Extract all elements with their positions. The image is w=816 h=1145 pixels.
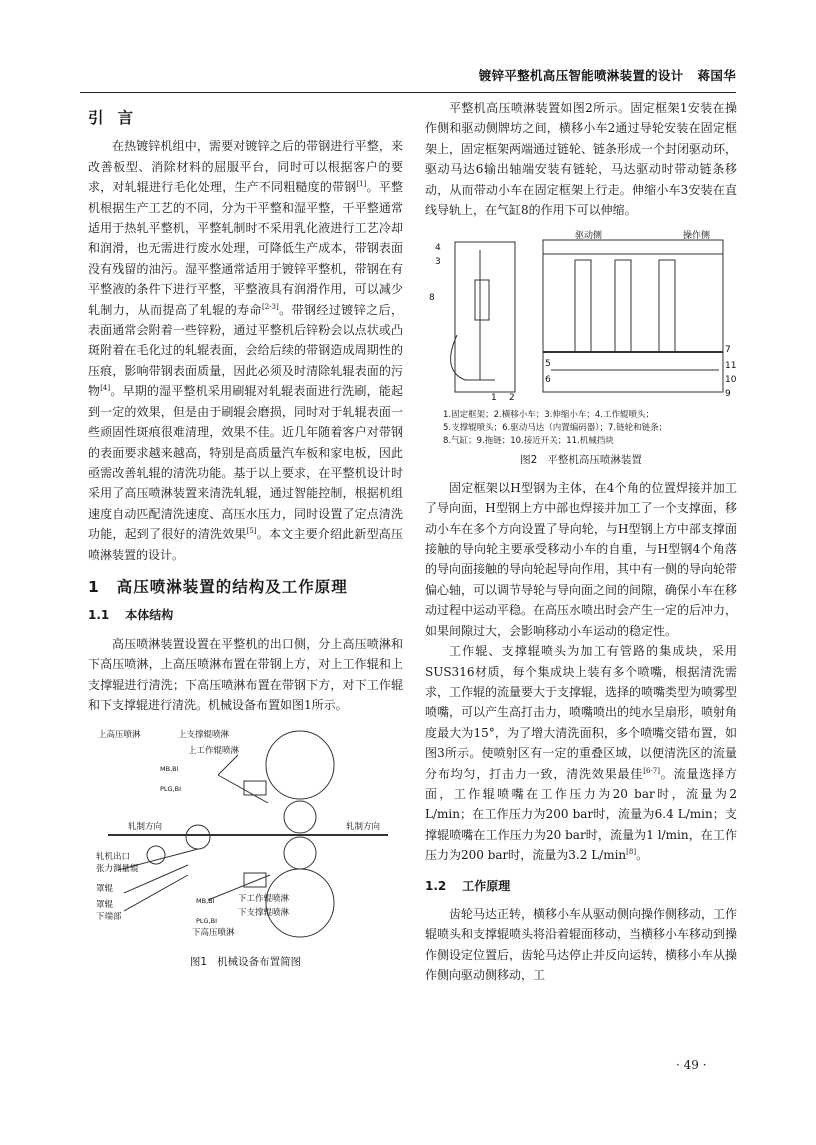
part-number-4: 4 (435, 243, 441, 254)
label-mb-2: MB,BI (196, 897, 215, 906)
left-column (88, 106, 403, 980)
part-number-2: 2 (509, 393, 515, 403)
nozzle-paragraph (425, 641, 737, 865)
figure-caption-text: 机械设备布置简图 (217, 955, 302, 968)
page-number: · 49 · (676, 1058, 707, 1072)
intro-heading: 引言 (88, 109, 148, 127)
cable-chain (451, 335, 495, 380)
label-exit-roll-2: 张力测量辊 (96, 864, 139, 875)
upper-backup-roll (266, 731, 334, 799)
label-guide-lower-1: 罩辊 (96, 900, 114, 911)
figure-1-diagram (88, 725, 403, 941)
label-guide-roll: 罩辊 (96, 884, 114, 895)
part-number-3: 3 (435, 257, 441, 268)
header-author: 蒋国华 (697, 68, 736, 83)
subsection-1-1-heading (88, 605, 403, 625)
header-title: 镀锌平整机高压智能喷淋装置的设计 (478, 68, 684, 83)
nozzle-carriage (475, 280, 489, 320)
citation: [5] (246, 527, 257, 536)
main-frame (543, 240, 723, 392)
upper-work-roll (284, 801, 316, 833)
part-number-7: 7 (725, 345, 731, 356)
figure-number: 图2 (520, 453, 538, 466)
label-upper-work: 上工作辊喷淋 (188, 746, 240, 757)
body-structure-paragraph: 高压喷淋装置设置在平整机的出口侧，分上高压喷淋和下高压喷淋，上高压喷淋布置在带钢上方，对上工作辊和上支撑辊进行清洗；下高压喷淋布置在带钢下方，对下工作辊和下支撑辊进行清洗。机械设备布置如图1所示。 (88, 636, 403, 712)
legend-line: 5.支撑辊喷头；6.驱动马达（内置编码器）；7.链轮和链条； (443, 422, 668, 433)
frame-paragraph: 固定框架以H型钢为主体，在4个角的位置焊接并加工了导向面，H型钢上方中部也焊接并加工了一个支撑面，移动小车在多个方向设置了导向轮，与H型钢上方中部支撑面接触的导向轮主要承受移动小车的自重，与H型钢4个角落的导向面接触的导向轮起导向作用，其中有一侧的导向轮带偏心轴，可以调节导轮与导向面之间的间隙，确保小车在移动过程中运动平稳。在高压水喷出时会产生一定的后冲力，如果间隙过大，会影响移动小车运动的稳定性。 (425, 480, 738, 638)
citation: [6-7] (643, 766, 660, 775)
legend-line: 1.固定框架；2.横移小车；3.伸缩小车；4.工作辊喷头； (443, 409, 654, 420)
figure-caption-text: 平整机高压喷淋装置 (547, 453, 642, 466)
upper-header-pipe (218, 775, 268, 803)
intro-text-4: 。早期的湿平整机采用刷辊对轧辊表面进行洗刷，能起到一定的效果，但是由于刷辊会磨损，同时对于轧辊表面一些顽固性斑痕很难清理，效果不佳。近几年随着客户对带钢的表面要求越来越高，特别是高质量汽车板和家电板，因此亟需改善轧辊的清洗功能。基于以上要求，在平整机设计时采用了高压喷淋装置来清洗轧辊，通过智能控制，根据机组速度自动匹配清洗速度、高压水压力，同时设置了定点清洗功能，起到了很好的清洗效果 (88, 384, 403, 542)
figure-2-caption (425, 452, 737, 468)
subsection-1-2-heading (425, 876, 737, 896)
label-operating-side: 操作侧 (683, 231, 711, 242)
label-drive-side: 驱动侧 (575, 231, 603, 242)
intro-text-5: 。本文主要介绍此新型高压喷淋装置的设计。 (88, 527, 403, 562)
label-lower-backup: 下支撑辊喷淋 (238, 908, 290, 919)
figure-number: 图1 (189, 955, 208, 968)
working-principle-paragraph: 齿轮马达正转，横移小车从驱动侧向操作侧移动，工作辊喷头和支撑辊喷头将沿着辊面移动，当横移小车移动到操作侧设定位置后，齿轮马达停止并反向运转，横移小车从操作侧向驱动侧移动，工 (425, 906, 738, 983)
upper-nozzle-block (244, 781, 266, 795)
header-rule (80, 92, 736, 93)
part-number-1: 1 (491, 393, 497, 403)
label-lower-work: 下工作辊喷淋 (238, 894, 290, 905)
label-mb-1: MB,BI (160, 765, 179, 774)
figure-1-caption (88, 954, 403, 970)
exit-tension-roll (186, 825, 210, 849)
section-1-heading (88, 577, 403, 597)
section-number: 1 (88, 577, 99, 596)
label-lower-spray: 下高压喷淋 (192, 928, 235, 939)
running-header (80, 66, 736, 84)
citation: [8] (626, 848, 637, 857)
label-exit-roll-1: 轧机出口 (96, 852, 131, 863)
figure-2-diagram (425, 230, 737, 402)
device-intro-paragraph: 平整机高压喷淋装置如图2所示。固定框架1安装在操作侧和驱动侧牌坊之间，横移小车2通过导轮安装在固定框架上，固定框架两端通过链轮、链条形成一个封闭驱动环，驱动马达6输出轴端安装有链轮，马达驱动时带动链条移动，从而带动小车在固定框架上行走。伸缩小车3安装在直线导轨上，在气缸8的作用下可以伸缩。 (425, 101, 738, 218)
nozzle-text-1: 工作辊、支撑辊喷头为加工有管路的集成块，采用SUS316材质，每个集成块上装有多个喷嘴，根据清洗需求，工作辊的流量要大于支撑辊，选择的喷嘴类型为喷雾型喷嘴，可以产生高打击力，喷嘴喷出的纯水呈扇形，喷射角度最大为15°，为了增大清洗面积，多个喷嘴交错布置，如图3所示。使喷射区有一定的重叠区域，以便清洗区的流量分布均匀，打击力一致，清洗效果最佳 (425, 644, 738, 781)
citation: [1] (356, 180, 367, 189)
label-upper-backup: 上支撑辊喷淋 (178, 730, 230, 741)
right-column (425, 98, 737, 986)
label-rolling-left: 轧制方向 (128, 822, 163, 833)
subsection-title: 本体结构 (125, 608, 174, 623)
label-plg-1: PLG,BI (160, 785, 182, 794)
nozzle-text-2: 。流量选择方面，工作辊喷嘴在工作压力为20 bar时，流量为2 L/min；在工作压力为200 bar时，流量为6.4 L/min；支撑辊喷嘴在工作压力为20 bar时，流量为1 l/min，在工作压力为200 bar时，流量为3.2 L/min (425, 766, 737, 863)
label-plg-2: PLG,BI (196, 917, 218, 926)
part-number-9: 9 (725, 389, 731, 400)
intro-paragraph (88, 136, 403, 565)
part-number-6: 6 (545, 375, 551, 386)
subsection-title: 工作原理 (462, 878, 511, 893)
subsection-number: 1.1 (88, 608, 110, 623)
citation: [4] (100, 384, 111, 393)
intro-text-3: 。带钢经过镀锌之后，表面通常会附着一些锌粉，通过平整机后锌粉会以点状或凸斑附着在毛化过的轧辊表面，会给后续的带钢造成周期性的压痕，影响带钢表面质量，因此必须及时清除轧辊表面的污物 (88, 302, 403, 399)
label-guide-lower-2: 下端部 (96, 912, 122, 923)
label-rolling-right: 轧制方向 (346, 822, 381, 833)
figure-2-legend (443, 409, 733, 448)
lower-nozzle-block (244, 873, 266, 887)
legend-line: 8.气缸；9.拖链；10.接近开关；11.机械挡块 (443, 435, 614, 446)
subsection-number: 1.2 (425, 878, 447, 893)
part-number-10: 10 (725, 375, 737, 386)
side-frame (455, 242, 515, 392)
part-number-11: 11 (725, 361, 737, 372)
label-upper-spray: 上高压喷淋 (98, 730, 141, 741)
part-number-8: 8 (429, 293, 435, 304)
lower-work-roll (284, 837, 316, 869)
citation: [2-3] (261, 302, 279, 311)
section-title: 高压喷淋装置的结构及工作原理 (116, 577, 348, 596)
intro-text-1: 在热镀锌机组中，需要对镀锌之后的带钢进行平整，来改善板型、消除材料的屈服平台，同时可以根据客户的要求，对轧辊进行毛化处理，生产不同粗糙度的带钢 (88, 139, 403, 195)
intro-text-2: 。平整机根据生产工艺的不同，分为干平整和湿平整，干平整通常适用于热轧平整机，平整轧制时不采用乳化液进行工艺冷却和润滑，也无需进行废水处理，可降低生产成本，带钢表面没有残留的油污。湿平整通常适用于镀锌平整机，带钢在有平整液的条件下进行平整，平整液具有润滑作用，可以减少轧制力，从而提高了轧辊的寿命 (88, 180, 403, 317)
nozzle-text-3: 。 (636, 848, 649, 863)
part-number-5: 5 (545, 359, 551, 370)
